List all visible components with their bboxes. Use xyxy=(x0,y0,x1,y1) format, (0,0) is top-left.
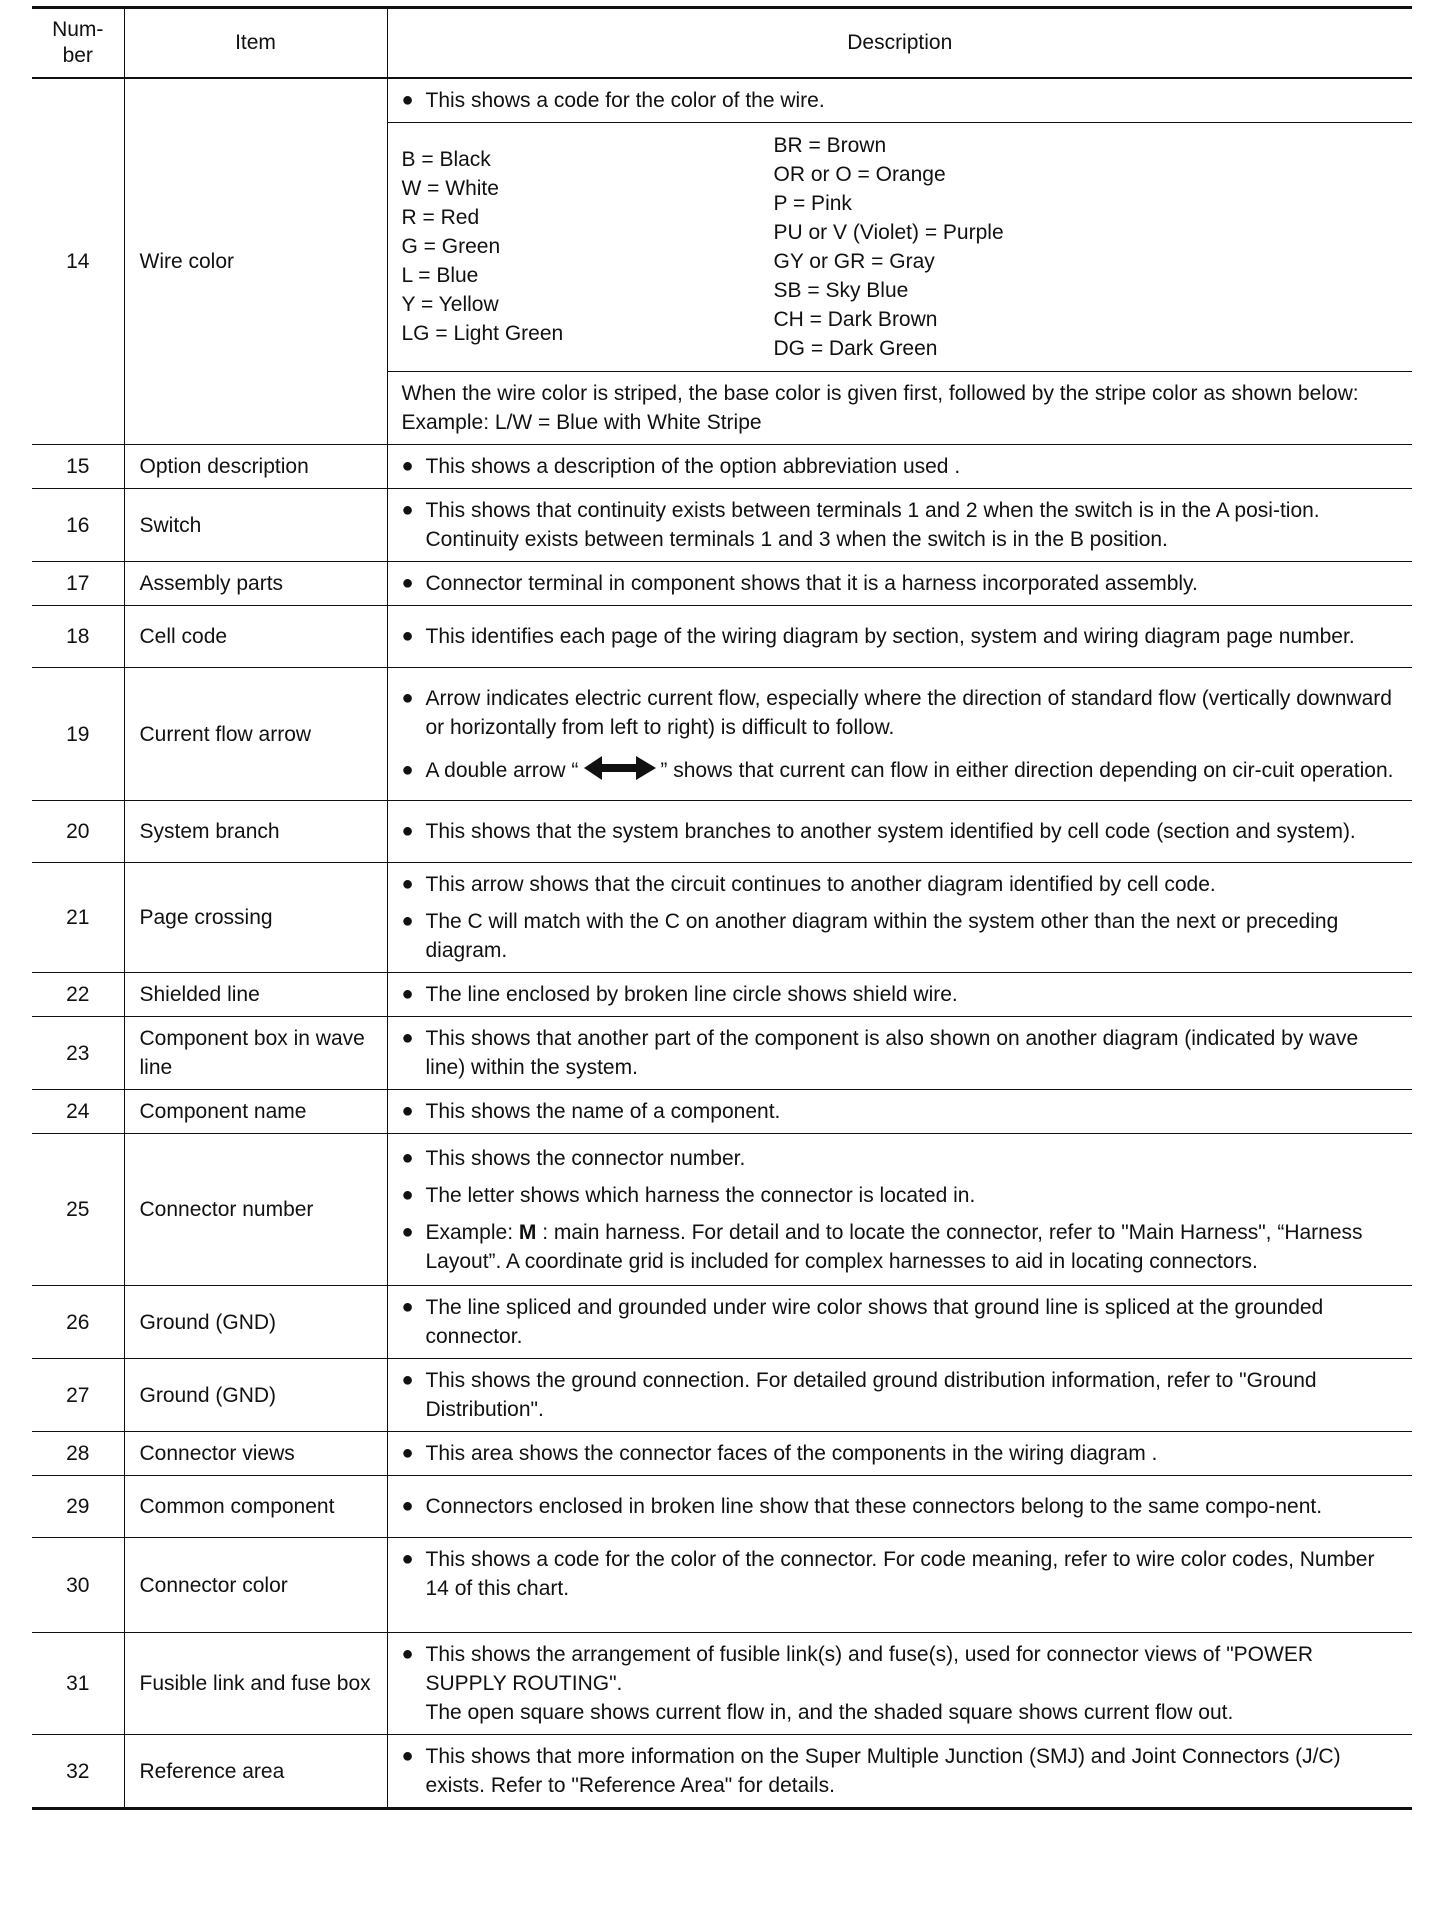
table-row xyxy=(32,445,1412,489)
row-number: 15 xyxy=(32,445,124,489)
row-description xyxy=(387,1134,1412,1286)
stripe-note: When the wire color is striped, the base color is given first, followed by the stripe color as shown below: xyxy=(401,382,1359,405)
wire-code: GY or GR = Gray xyxy=(773,250,935,273)
row-number: 22 xyxy=(32,973,124,1017)
bullet-item xyxy=(402,684,1399,742)
table-row xyxy=(32,1735,1412,1809)
arrow-text-after: ” shows that current can flow in either direction depending on cir-cuit operation. xyxy=(660,758,1394,782)
bullet-icon: ● xyxy=(401,1220,414,1243)
header-number: Num- ber xyxy=(32,8,124,79)
wire-code: P = Pink xyxy=(773,192,852,215)
bullet-item xyxy=(402,1545,1399,1603)
bullet-text xyxy=(426,756,1399,785)
example-harness-letter: M xyxy=(518,1220,537,1244)
wire-color-codes-cell xyxy=(387,123,1412,372)
row-description xyxy=(387,1538,1412,1633)
row-item: Reference area xyxy=(124,1735,387,1809)
bullet-icon: ● xyxy=(401,89,414,111)
bullet-item xyxy=(402,1024,1399,1082)
row-description xyxy=(387,1633,1412,1735)
table-row xyxy=(32,1017,1412,1090)
bullet-item xyxy=(402,1097,1399,1126)
bullet-text: This shows the arrangement of fusible link(s) and fuse(s), used for connector views of "POWER SUPPLY ROUTING". xyxy=(425,1643,1313,1695)
table-header-row xyxy=(32,8,1412,79)
bullet-text: This arrow shows that the circuit continues to another diagram identified by cell code. xyxy=(425,873,1216,896)
row-description xyxy=(387,1735,1412,1809)
bullet-icon: ● xyxy=(401,499,414,521)
bullet-item xyxy=(402,1366,1399,1424)
stripe-example: Example: L/W = Blue with White Stripe xyxy=(401,411,762,434)
bullet-text: This shows a description of the option abbreviation used . xyxy=(425,455,961,478)
row-description xyxy=(387,1432,1412,1476)
wire-code: W = White xyxy=(401,177,499,200)
row-description xyxy=(387,973,1412,1017)
bullet-icon: ● xyxy=(401,1296,414,1318)
row-description xyxy=(387,562,1412,606)
bullet-icon: ● xyxy=(401,1027,414,1049)
row-description xyxy=(387,1476,1412,1538)
bullet-text: This area shows the connector faces of the components in the wiring diagram . xyxy=(425,1442,1158,1465)
bullet-icon: ● xyxy=(401,873,414,895)
bullet-icon: ● xyxy=(401,1548,414,1570)
header-description: Description xyxy=(387,8,1412,79)
row-number: 29 xyxy=(32,1476,124,1538)
wire-code: PU or V (Violet) = Purple xyxy=(773,221,1004,244)
double-arrow-sentence xyxy=(426,759,1394,782)
bullet-text: This shows that another part of the component is also shown on another diagram (indicated by wave line) within the system. xyxy=(425,1027,1359,1079)
wire-code: OR or O = Orange xyxy=(773,163,946,186)
table-row xyxy=(32,1134,1412,1286)
bullet-text: This shows the connector number. xyxy=(425,1146,746,1170)
row-item: Shielded line xyxy=(124,973,387,1017)
header-item: Item xyxy=(124,8,387,79)
table-row xyxy=(32,1476,1412,1538)
row-description xyxy=(387,606,1412,668)
bullet-item xyxy=(402,980,1399,1009)
row-item: Cell code xyxy=(124,606,387,668)
bullet-icon: ● xyxy=(401,625,414,647)
wire-code: L = Blue xyxy=(401,264,479,287)
row-number: 17 xyxy=(32,562,124,606)
row-description xyxy=(387,668,1412,801)
wire-code: G = Green xyxy=(401,235,501,258)
wire-code: DG = Dark Green xyxy=(773,337,938,360)
row-item: Option description xyxy=(124,445,387,489)
bullet-icon: ● xyxy=(401,1442,414,1464)
example-label: Example: xyxy=(425,1220,519,1244)
row-number: 23 xyxy=(32,1017,124,1090)
row-item: Connector views xyxy=(124,1432,387,1476)
row-item: Ground (GND) xyxy=(124,1286,387,1359)
bullet-text: This shows a code for the color of the connector. For code meaning, refer to wire color codes, Number 14 of this chart. xyxy=(425,1548,1375,1600)
bullet-item xyxy=(402,1144,1399,1173)
row-item: Component name xyxy=(124,1090,387,1134)
bullet-icon: ● xyxy=(401,1369,414,1391)
row-description xyxy=(387,1359,1412,1432)
row-number: 21 xyxy=(32,863,124,973)
table-row xyxy=(32,1432,1412,1476)
bullet-text: The line spliced and grounded under wire color shows that ground line is spliced at the grounded connector. xyxy=(425,1296,1324,1348)
table-row xyxy=(32,801,1412,863)
bullet-text: The letter shows which harness the connector is located in. xyxy=(425,1183,976,1207)
bullet-item xyxy=(402,452,1399,481)
row-number: 28 xyxy=(32,1432,124,1476)
row-item: Connector number xyxy=(124,1134,387,1286)
bullet-icon: ● xyxy=(401,820,414,842)
bullet-text: This shows that more information on the Super Multiple Junction (SMJ) and Joint Connectors (J/C) exists. Refer to "Reference Area" for details. xyxy=(425,1745,1341,1797)
bullet-item xyxy=(402,1218,1399,1276)
row-item: Page crossing xyxy=(124,863,387,973)
bullet-item xyxy=(402,1293,1399,1351)
table-row xyxy=(32,863,1412,973)
row-number: 24 xyxy=(32,1090,124,1134)
bullet-icon: ● xyxy=(401,455,414,477)
bullet-text: Connector terminal in component shows that it is a harness incorporated assembly. xyxy=(425,572,1198,595)
wire-color-stripe-cell xyxy=(387,372,1412,445)
row-number: 18 xyxy=(32,606,124,668)
table-row xyxy=(32,1286,1412,1359)
bullet-icon: ● xyxy=(401,1146,414,1169)
bullet-text xyxy=(426,1218,1399,1276)
bullet-item xyxy=(402,569,1399,598)
row-description xyxy=(387,445,1412,489)
row-item: Fusible link and fuse box xyxy=(124,1633,387,1735)
table-row xyxy=(32,606,1412,668)
table-row xyxy=(32,1633,1412,1735)
bullet-item xyxy=(402,817,1399,846)
bullet-icon: ● xyxy=(401,910,414,932)
row-number: 31 xyxy=(32,1633,124,1735)
table-row xyxy=(32,562,1412,606)
bullet-icon: ● xyxy=(401,1745,414,1767)
example-rest: : main harness. For detail and to locate the connector, refer to "Main Harness", “Harness Layout”. A coordinate grid is included for complex harnesses to aid in locating connectors. xyxy=(425,1220,1363,1273)
wire-code: LG = Light Green xyxy=(401,322,564,345)
extra-note: The open square shows current flow in, and the shaded square shows current flow out. xyxy=(425,1701,1234,1724)
example-sentence xyxy=(426,1221,1363,1273)
double-arrow-icon xyxy=(580,753,660,783)
bullet-icon: ● xyxy=(401,1495,414,1517)
bullet-item xyxy=(402,870,1399,899)
bullet-icon: ● xyxy=(401,983,414,1005)
table-row xyxy=(32,1538,1412,1633)
bullet-item xyxy=(402,1742,1399,1800)
bullet-icon: ● xyxy=(401,1100,414,1122)
row-item: Ground (GND) xyxy=(124,1359,387,1432)
row-number: 19 xyxy=(32,668,124,801)
table-row xyxy=(32,973,1412,1017)
row-item: Connector color xyxy=(124,1538,387,1633)
bullet-item xyxy=(402,1181,1399,1210)
bullet-text: This shows that continuity exists between terminals 1 and 2 when the switch is in the A posi-tion. Continuity exists between terminals 1 and 3 when the switch is in the B position. xyxy=(425,499,1320,551)
row-item: System branch xyxy=(124,801,387,863)
bullet-text: This identifies each page of the wiring diagram by section, system and wiring diagram page number. xyxy=(425,625,1355,648)
table-row xyxy=(32,489,1412,562)
wire-code: SB = Sky Blue xyxy=(773,279,909,302)
row-number: 30 xyxy=(32,1538,124,1633)
table-row xyxy=(32,1090,1412,1134)
bullet-icon: ● xyxy=(401,686,414,709)
row-description xyxy=(387,489,1412,562)
row-number: 16 xyxy=(32,489,124,562)
wire-code: CH = Dark Brown xyxy=(773,308,938,331)
bullet-icon: ● xyxy=(401,572,414,594)
row-number: 26 xyxy=(32,1286,124,1359)
bullet-text: This shows that the system branches to another system identified by cell code (section and system). xyxy=(425,820,1356,843)
row-item: Current flow arrow xyxy=(124,668,387,801)
bullet-text: Connectors enclosed in broken line show that these connectors belong to the same compo-nent. xyxy=(425,1495,1323,1518)
row-description xyxy=(387,863,1412,973)
bullet-item xyxy=(402,622,1399,651)
row-description xyxy=(387,801,1412,863)
row-item: Component box in wave line xyxy=(124,1017,387,1090)
wiring-legend-table xyxy=(32,6,1412,1810)
row-description xyxy=(387,1286,1412,1359)
bullet-text: The line enclosed by broken line circle shows shield wire. xyxy=(425,983,958,1006)
table-row xyxy=(32,668,1412,801)
row-number: 14 xyxy=(32,78,124,445)
bullet-text: The C will match with the C on another diagram within the system other than the next or preceding diagram. xyxy=(425,910,1339,962)
bullet-icon: ● xyxy=(401,1183,414,1206)
bullet-item xyxy=(402,907,1399,965)
wire-code: Y = Yellow xyxy=(401,293,499,316)
row-description xyxy=(387,1017,1412,1090)
row-number: 25 xyxy=(32,1134,124,1286)
bullet-text: This shows the ground connection. For detailed ground distribution information, refer to "Ground Distribution". xyxy=(425,1369,1317,1421)
row-item: Wire color xyxy=(124,78,387,445)
wire-codes-left xyxy=(402,131,774,363)
bullet-icon: ● xyxy=(401,1643,414,1665)
bullet-item xyxy=(402,756,1399,785)
wire-color-intro-cell xyxy=(387,78,1412,123)
wire-codes-right xyxy=(774,131,1399,363)
row-number: 27 xyxy=(32,1359,124,1432)
wire-code: BR = Brown xyxy=(773,134,887,157)
bullet-item xyxy=(402,1439,1399,1468)
bullet-text: Arrow indicates electric current flow, especially where the direction of standard flow (vertically downward or horizontally from left to right) is difficult to follow. xyxy=(425,686,1392,739)
wire-code: B = Black xyxy=(401,148,491,171)
row-description xyxy=(387,1090,1412,1134)
row-number: 32 xyxy=(32,1735,124,1809)
table-row xyxy=(32,1359,1412,1432)
row-item: Common component xyxy=(124,1476,387,1538)
row-number: 20 xyxy=(32,801,124,863)
row-item: Assembly parts xyxy=(124,562,387,606)
arrow-text-before: A double arrow “ xyxy=(425,758,579,782)
row-item: Switch xyxy=(124,489,387,562)
bullet-text: This shows the name of a component. xyxy=(425,1100,781,1123)
bullet-text: This shows a code for the color of the wire. xyxy=(425,89,825,112)
bullet-item xyxy=(402,496,1399,554)
bullet-item xyxy=(402,1492,1399,1521)
bullet-item xyxy=(402,1640,1399,1698)
bullet-icon: ● xyxy=(401,758,414,781)
wire-code: R = Red xyxy=(401,206,480,229)
table-row-wire-color xyxy=(32,78,1412,123)
